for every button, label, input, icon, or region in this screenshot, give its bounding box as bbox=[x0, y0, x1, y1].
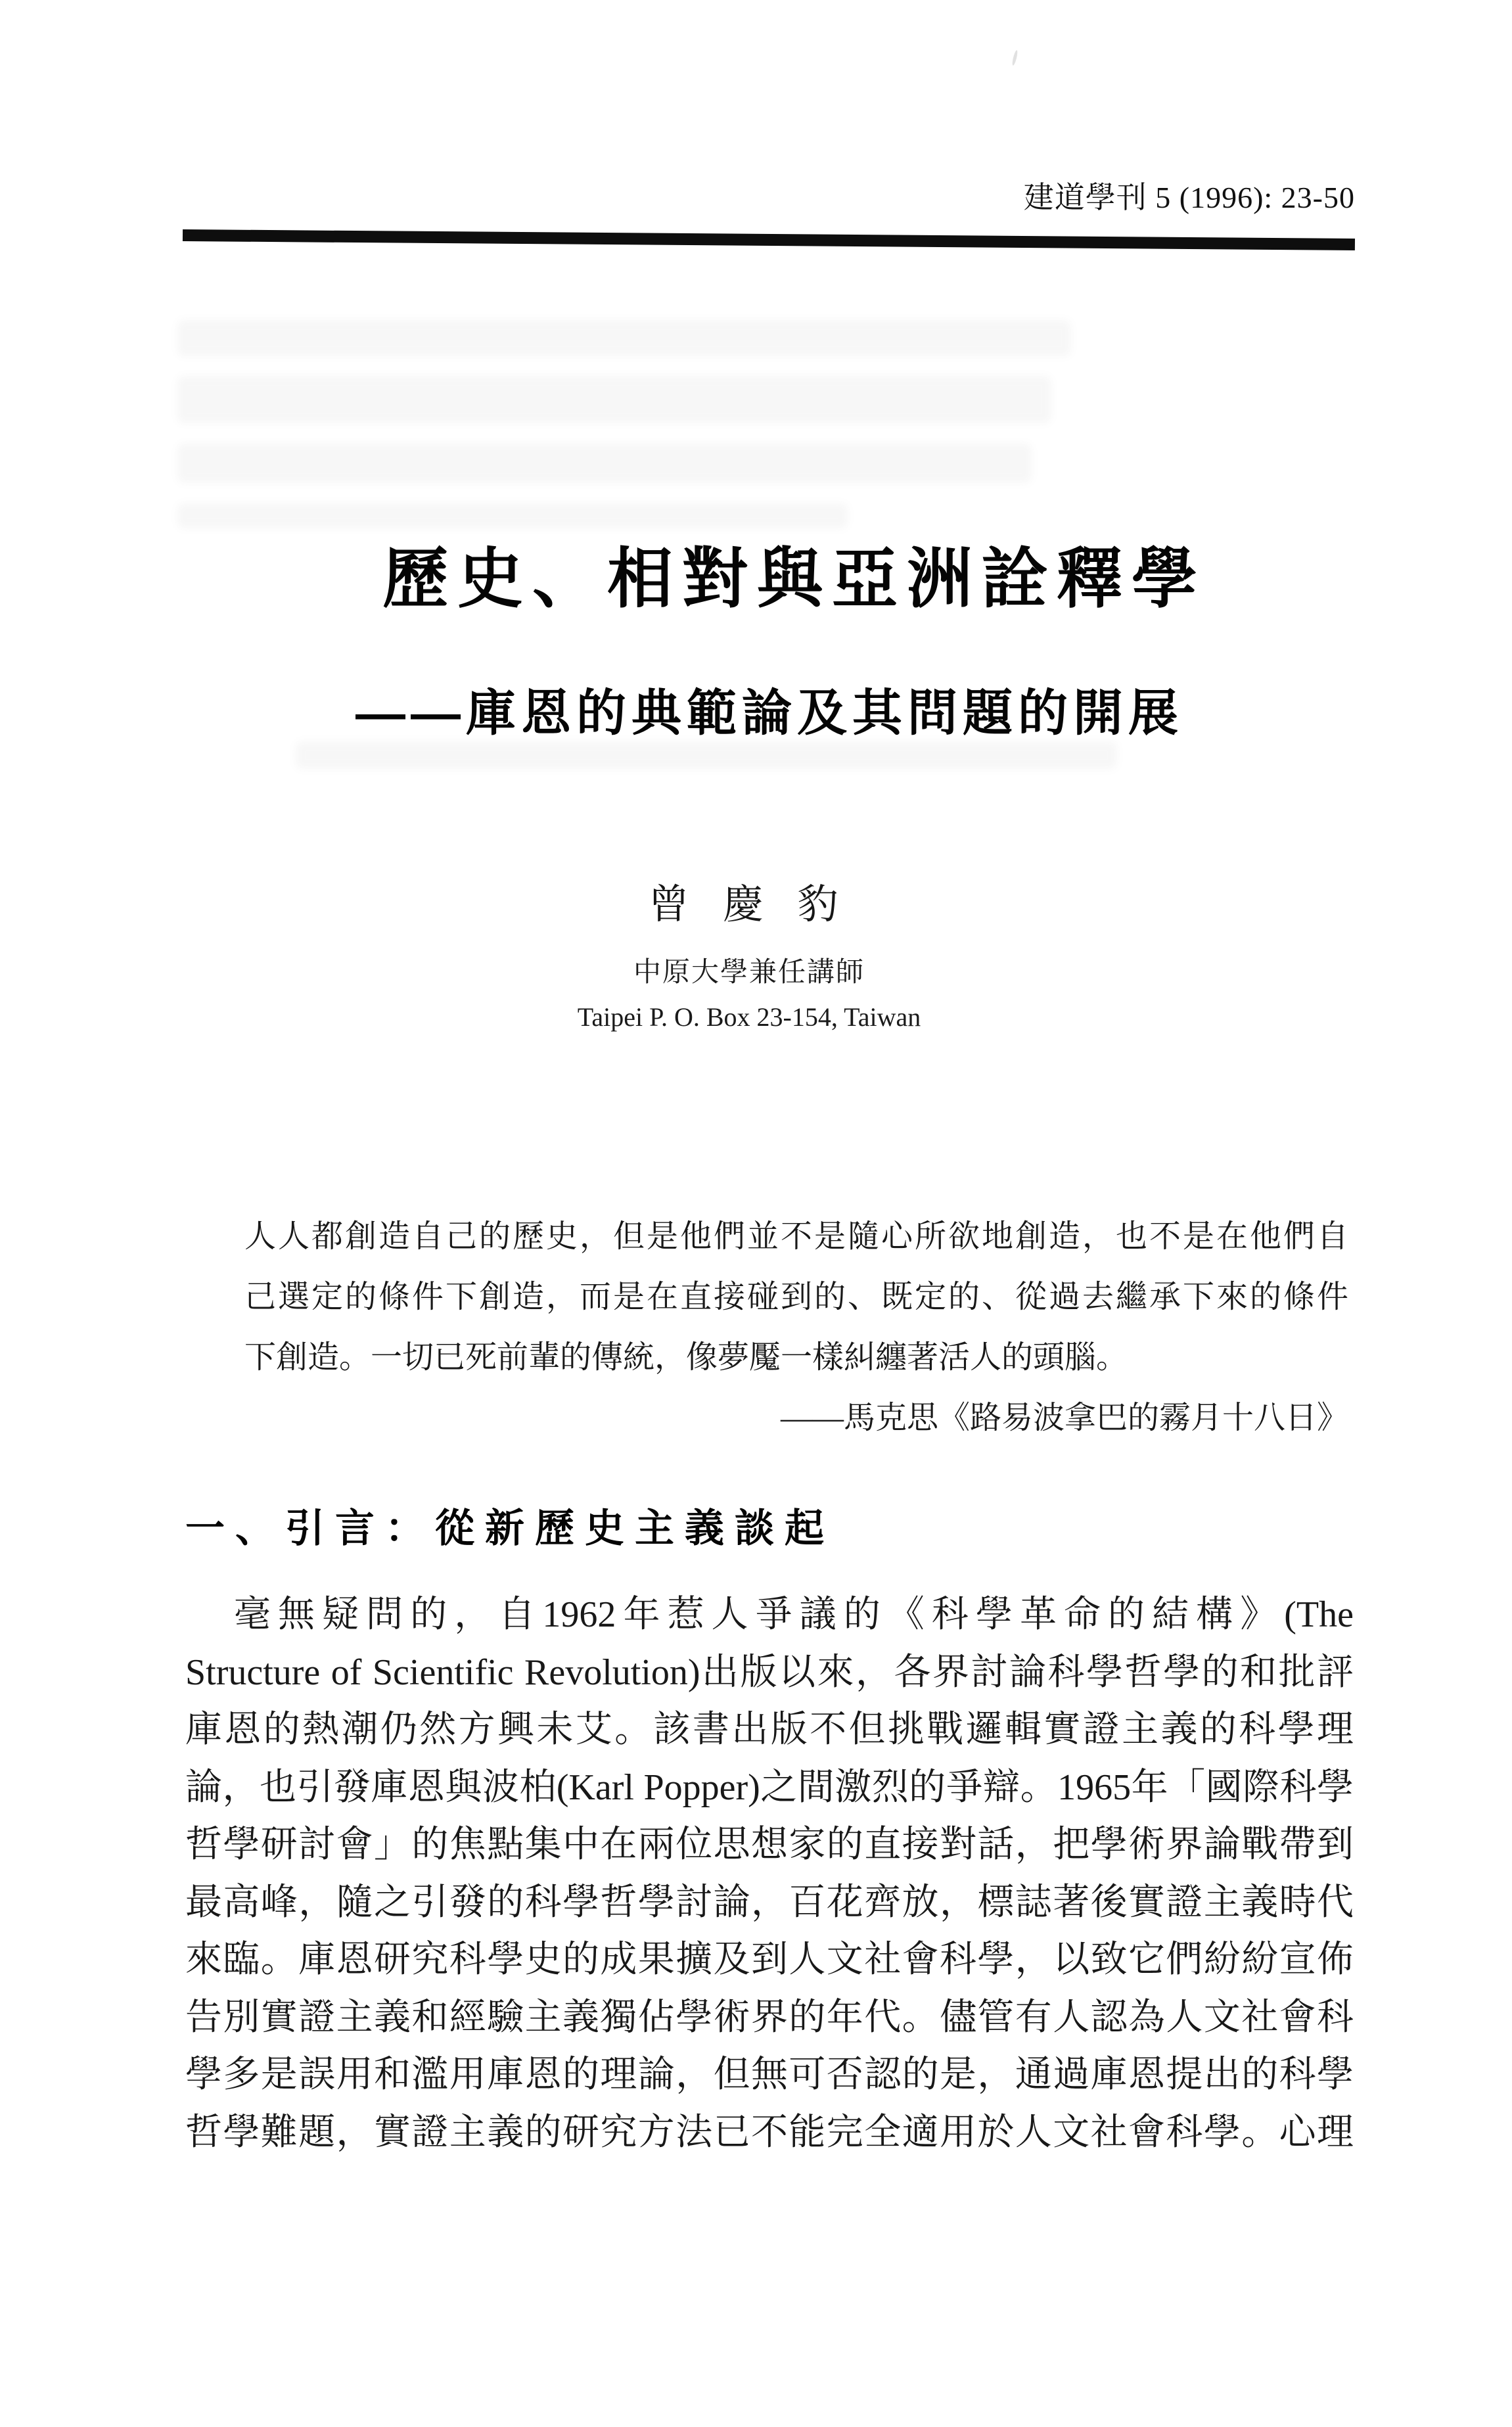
scan-bleed-artifact bbox=[177, 444, 1032, 483]
epigraph-line: 下創造。一切已死前輩的傳統，像夢魘一樣糾纏著活人的頭腦。 bbox=[244, 1340, 1128, 1375]
epigraph-attribution: ——馬克思《路易波拿巴的霧月十八日》 bbox=[780, 1400, 1348, 1435]
author-name: 曾 慶 豹 bbox=[648, 883, 850, 927]
journal-header: 建道學刊 5 (1996): 23-50 bbox=[1023, 181, 1355, 214]
body-paragraph bbox=[185, 1586, 1354, 2161]
body-line: 最高峰，隨之引發的科學哲學討論，百花齊放，標誌著後實證主義時代 bbox=[185, 1882, 1354, 1923]
body-line: 哲學研討會」的焦點集中在兩位思想家的直接對話，把學術界論戰帶到 bbox=[185, 1824, 1354, 1865]
epigraph-quote bbox=[244, 1207, 1348, 1448]
epigraph-line: 人人都創造自己的歷史，但是他們並不是隨心所欲地創造，也不是在他們自 bbox=[244, 1219, 1348, 1254]
body-line: Structure of Scientific Revolution)出版以來，各界討論科學哲學的和批評 bbox=[185, 1652, 1354, 1693]
body-line: 學多是誤用和濫用庫恩的理論，但無可否認的是，通過庫恩提出的科學 bbox=[185, 2054, 1354, 2095]
scan-bleed-artifact bbox=[177, 376, 1051, 423]
section-heading: 一、引言：從新歷史主義談起 bbox=[185, 1506, 835, 1550]
body-line: 告別實證主義和經驗主義獨佔學術界的年代。儘管有人認為人文社會科 bbox=[185, 1997, 1354, 2038]
body-line: 來臨。庫恩研究科學史的成果擴及到人文社會科學，以致它們紛紛宣佈 bbox=[185, 1939, 1354, 1980]
scan-bleed-artifact bbox=[177, 320, 1071, 356]
body-line: 論，也引發庫恩與波柏(Karl Popper)之間激烈的爭辯。1965年「國際科學 bbox=[185, 1767, 1354, 1808]
article-title: 歷史、相對與亞洲詮釋學 bbox=[382, 542, 1206, 616]
article-subtitle: ——庫恩的典範論及其問題的開展 bbox=[355, 685, 1183, 741]
epigraph-line: 己選定的條件下創造，而是在直接碰到的、既定的、從過去繼承下來的條件 bbox=[244, 1280, 1348, 1314]
scan-bleed-artifact bbox=[296, 741, 1117, 769]
scan-speck-artifact bbox=[1011, 50, 1019, 66]
body-line: 哲學難題，實證主義的研究方法已不能完全適用於人文社會科學。心理 bbox=[185, 2112, 1354, 2153]
header-divider-rule bbox=[183, 229, 1355, 250]
body-line: 庫恩的熱潮仍然方興未艾。該書出版不但挑戰邏輯實證主義的科學理 bbox=[185, 1709, 1354, 1750]
author-affiliation: 中原大學兼任講師 bbox=[633, 958, 865, 988]
body-line: 毫無疑問的，自1962年惹人爭議的《科學革命的結構》(The bbox=[234, 1594, 1354, 1635]
author-address: Taipei P. O. Box 23-154, Taiwan bbox=[577, 1002, 921, 1032]
scan-bleed-artifact bbox=[177, 503, 848, 528]
